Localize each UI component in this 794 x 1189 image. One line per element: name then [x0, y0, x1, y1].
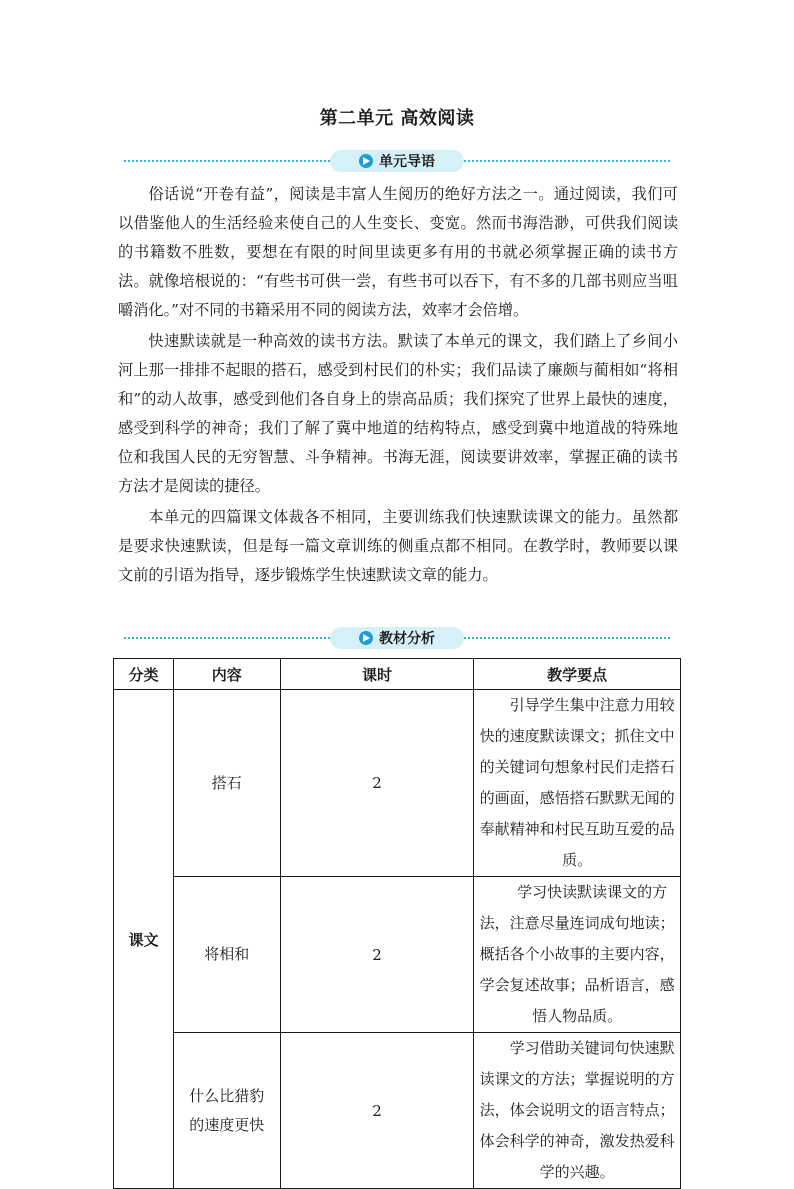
header-category: 分类 — [114, 659, 174, 690]
table-row — [114, 690, 681, 877]
dotted-divider-right — [464, 637, 670, 639]
dotted-divider-right — [464, 160, 670, 162]
header-points: 教学要点 — [474, 659, 681, 690]
page-title: 第二单元 高效阅读 — [319, 108, 475, 129]
table-row — [114, 1033, 681, 1189]
section-title-intro: 单元导语 — [379, 154, 435, 170]
table-header-row — [114, 659, 681, 690]
dotted-divider-left — [124, 637, 330, 639]
section-header-intro — [124, 150, 670, 172]
section-header-analysis — [124, 627, 670, 649]
header-hours: 课时 — [280, 659, 474, 690]
hours-cell: 2 — [280, 877, 474, 1033]
intro-paragraph: 快速默读就是一种高效的读书方法。默读了本单元的课文，我们踏上了乡间小河上那一排排不起眼的搭石，感受到村民们的朴实；我们品读了廉颇与蔺相如“将相和”的动人故事，感受到他们各自身上的崇高品质；我们探究了世界上最快的速度，感受到科学的神奇；我们了解了冀中地道的结构特点，感受到冀中地道战的特殊地位和我国人民的无穷智慧、斗争精神。书海无涯，阅读要讲效率，掌握正确的读书方法才是阅读的捷径。 — [118, 332, 678, 495]
content-cell: 搭石 — [173, 690, 280, 877]
analysis-table — [113, 658, 681, 1189]
section-tag-analysis — [330, 627, 464, 649]
table-row — [114, 877, 681, 1033]
intro-paragraph: 本单元的四篇课文体裁各不相同，主要训练我们快速默读课文的能力。虽然都是要求快速默读，但是每一篇文章训练的侧重点都不相同。在教学时，教师要以课文前的引语为指导，逐步锻炼学生快速默读文章的能力。 — [118, 508, 678, 584]
arrow-right-icon — [359, 154, 373, 168]
content-cell: 将相和 — [173, 877, 280, 1033]
points-cell: 学习快读默读课文的方法，注意尽量连词成句地读；概括各个小故事的主要内容，学会复述故事；品析语言，感悟人物品质。 — [474, 877, 681, 1033]
header-content: 内容 — [173, 659, 280, 690]
section-title-analysis: 教材分析 — [379, 631, 435, 647]
points-cell: 引导学生集中注意力用较快的速度默读课文；抓住文中的关键词句想象村民们走搭石的画面，感悟搭石默默无闻的奉献精神和村民互助互爱的品质。 — [474, 690, 681, 877]
category-cell: 课文 — [114, 690, 174, 1189]
points-cell: 学习借助关键词句快速默读课文的方法；掌握说明的方法，体会说明文的语言特点；体会科学的神奇，激发热爱科学的兴趣。 — [474, 1033, 681, 1189]
hours-cell: 2 — [280, 690, 474, 877]
hours-cell: 2 — [280, 1033, 474, 1189]
dotted-divider-left — [124, 160, 330, 162]
content-cell: 什么比猎豹的速度更快 — [173, 1033, 280, 1189]
intro-text — [118, 180, 678, 592]
intro-paragraph: 俗话说“开卷有益”，阅读是丰富人生阅历的绝好方法之一。通过阅读，我们可以借鉴他人的生活经验来使自己的人生变长、变宽。然而书海浩渺，可供我们阅读的书籍数不胜数，要想在有限的时间里读更多有用的书就必须掌握正确的读书方法。就像培根说的：“有些书可供一尝，有些书可以吞下，有不多的几部书则应当咀嚼消化。”对不同的书籍采用不同的阅读方法，效率才会倍增。 — [118, 185, 678, 319]
section-tag-intro — [330, 150, 464, 172]
arrow-right-icon — [359, 631, 373, 645]
